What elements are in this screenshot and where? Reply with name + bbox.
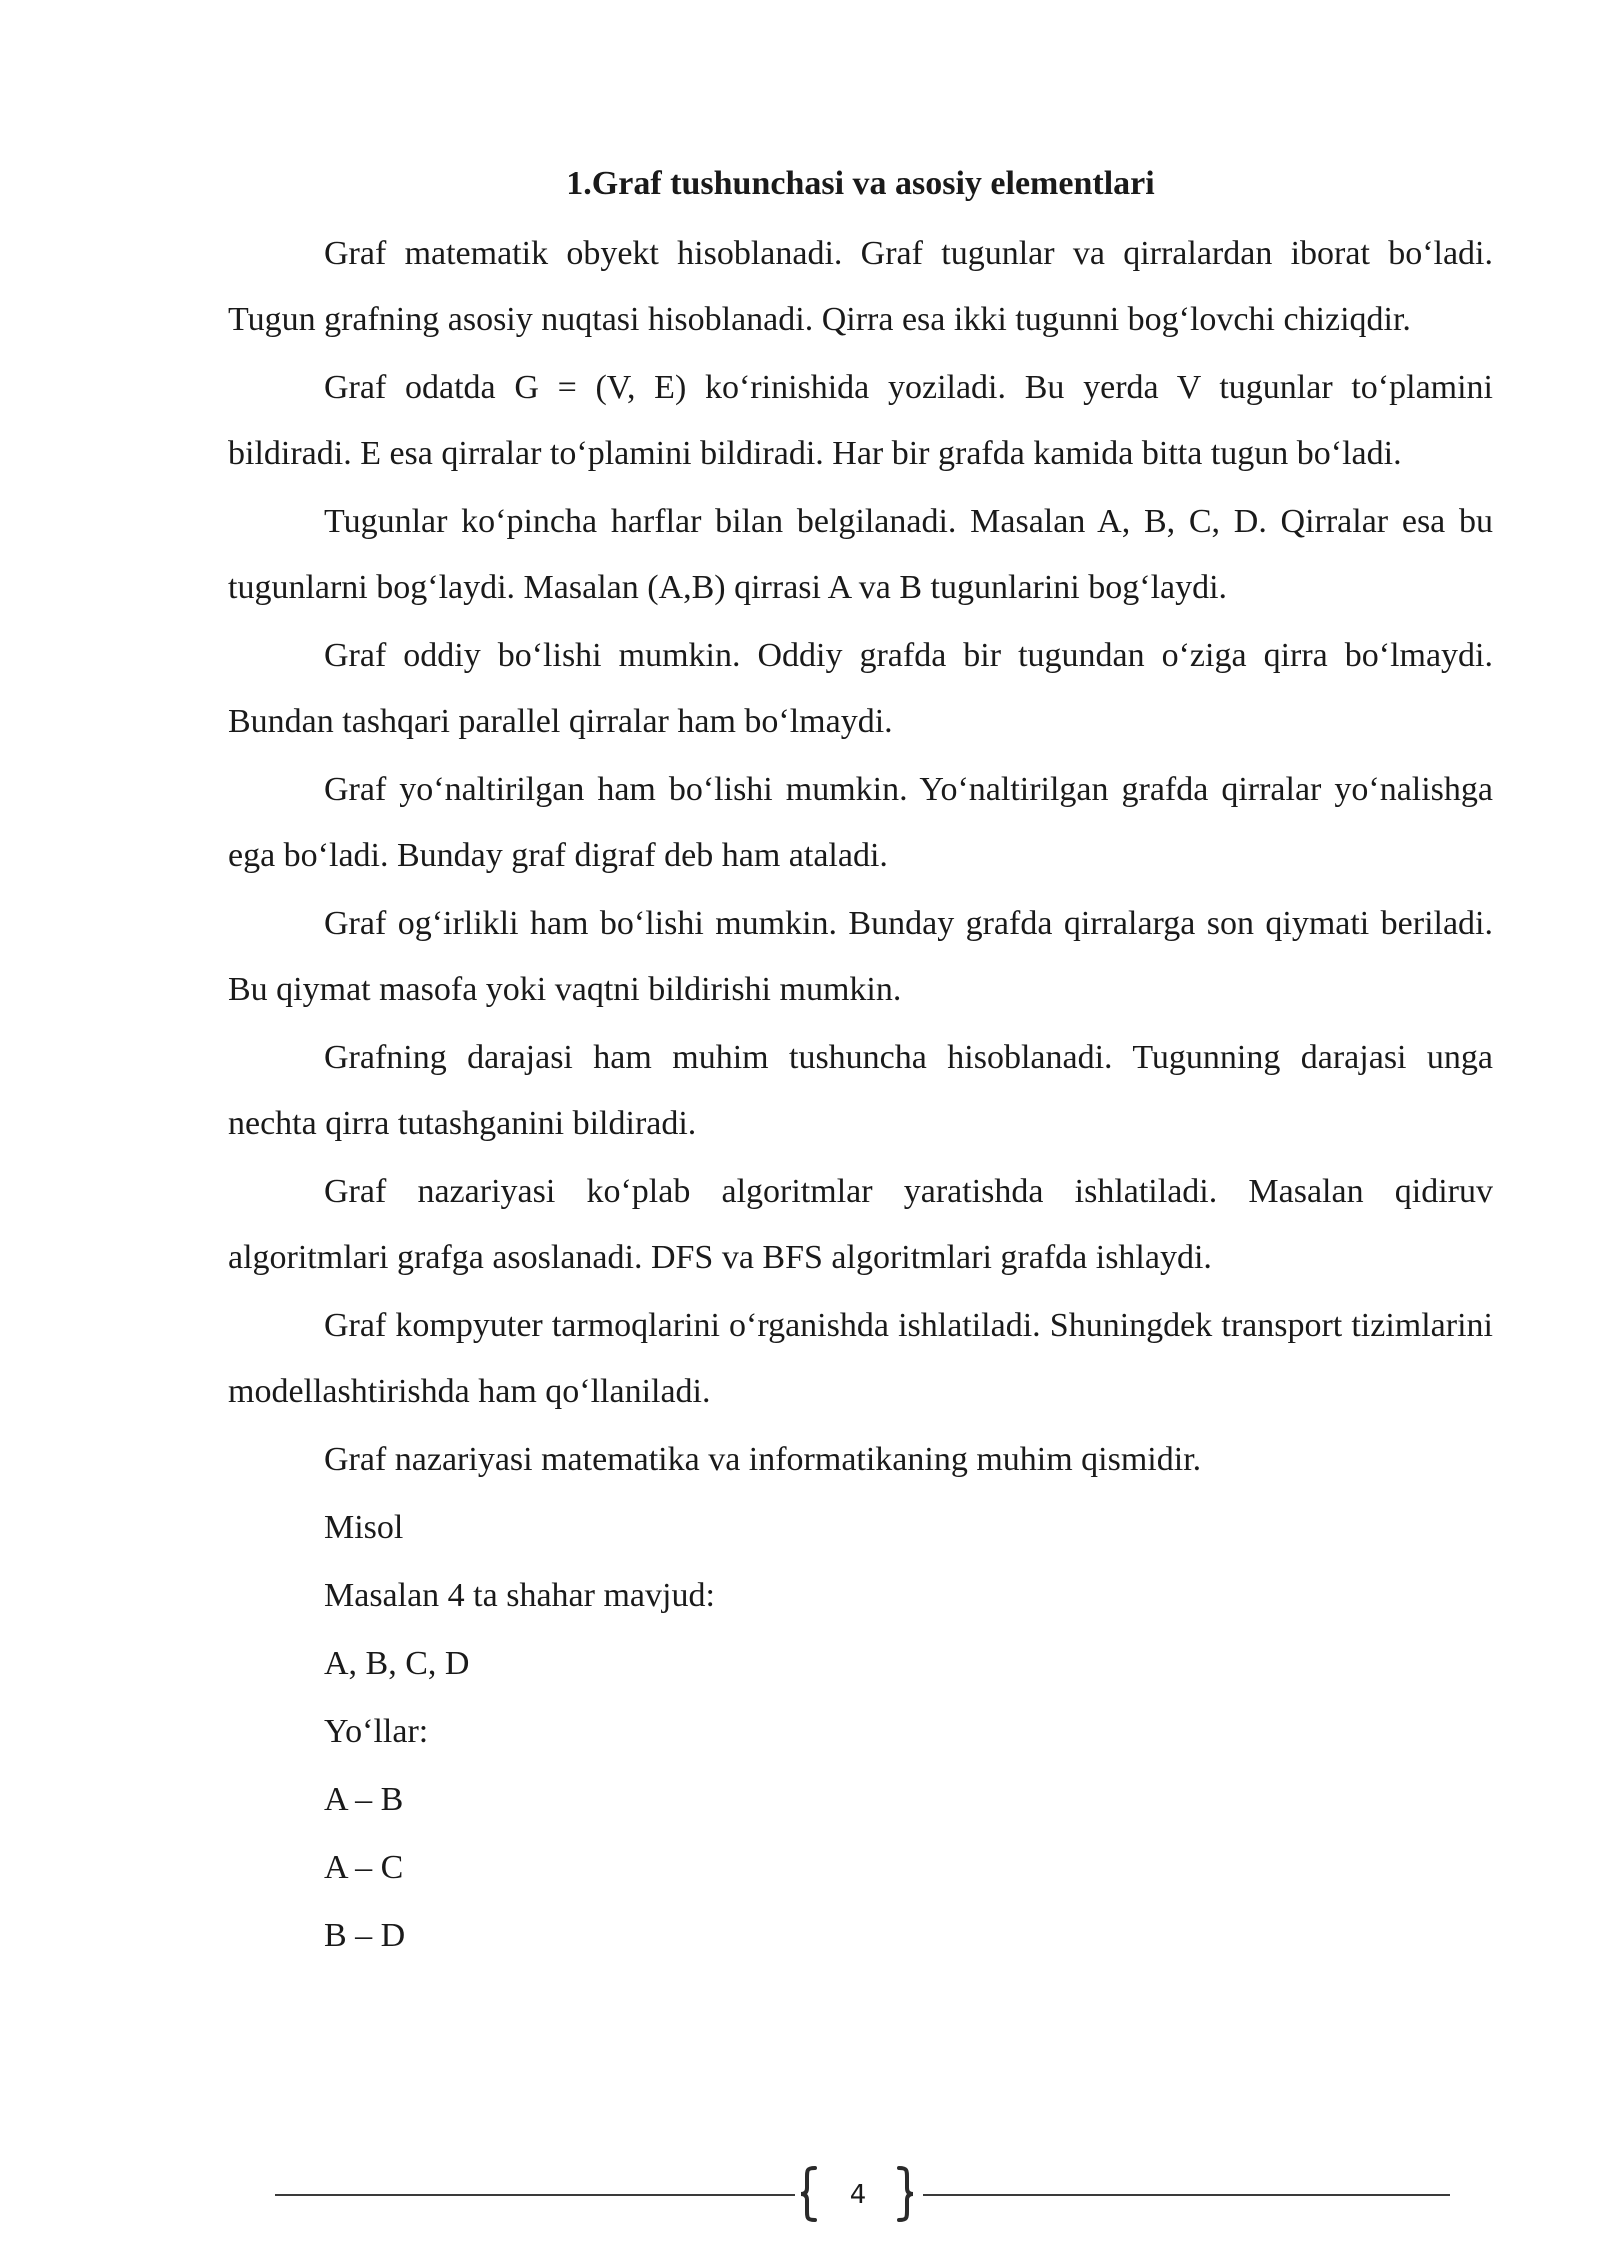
example-label: Misol: [324, 1509, 404, 1546]
right-brace-icon: [895, 2166, 917, 2222]
page-number: 4: [849, 2180, 867, 2210]
page-title: 1.Graf tushunchasi va asosiy elementlari: [566, 165, 1155, 202]
example-cities: A, B, C, D: [324, 1645, 470, 1682]
example-roads-label: Yo‘llar:: [324, 1713, 429, 1750]
paragraph-definition: Graf matematik obyekt hisoblanadi. Graf tugunlar va qirralardan iborat bo‘ladi. Tugun grafning asosiy nuqtasi hisoblanadi. Qirra esa ikki tugunni bog‘lovchi chiziqdir.: [228, 235, 1493, 338]
example-road-item: A – B: [324, 1781, 404, 1818]
paragraph-summary: Graf nazariyasi matematika va informatikaning muhim qismidir.: [324, 1441, 1202, 1478]
page-footer: [275, 2160, 1450, 2230]
document-body: [228, 221, 1493, 1971]
example-road-item: A – C: [324, 1849, 404, 1886]
paragraph-algorithms: Graf nazariyasi ko‘plab algoritmlar yaratishda ishlatiladi. Masalan qidiruv algoritmlari grafga asoslanadi. DFS va BFS algoritmlari grafda ishlaydi.: [228, 1173, 1493, 1276]
paragraph-weighted-graph: Graf og‘irlikli ham bo‘lishi mumkin. Bunday grafda qirralarga son qiymati beriladi. Bu qiymat masofa yoki vaqtni bildirishi mumkin.: [228, 905, 1493, 1008]
paragraph-degree: Grafning darajasi ham muhim tushuncha hisoblanadi. Tugunning darajasi unga nechta qirra tutashganini bildiradi.: [228, 1039, 1493, 1142]
paragraph-simple-graph: Graf oddiy bo‘lishi mumkin. Oddiy grafda bir tugundan o‘ziga qirra bo‘lmaydi. Bundan tashqari parallel qirralar ham bo‘lmaydi.: [228, 637, 1493, 740]
left-brace-icon: [797, 2166, 819, 2222]
paragraph-networks: Graf kompyuter tarmoqlarini o‘rganishda ishlatiladi. Shuningdek transport tizimlarini modellashtirishda ham qo‘llaniladi.: [228, 1307, 1493, 1410]
footer-rule-right: [923, 2194, 1450, 2196]
footer-rule-left: [275, 2194, 795, 2196]
example-road-item: B – D: [324, 1917, 406, 1954]
paragraph-vertices: Tugunlar ko‘pincha harflar bilan belgilanadi. Masalan A, B, C, D. Qirralar esa bu tugunlarni bog‘laydi. Masalan (A,B) qirrasi A va B tugunlarini bog‘laydi.: [228, 503, 1493, 606]
example-intro: Masalan 4 ta shahar mavjud:: [324, 1577, 715, 1614]
paragraph-notation: Graf odatda G = (V, E) ko‘rinishida yoziladi. Bu yerda V tugunlar to‘plamini bildiradi. E esa qirralar to‘plamini bildiradi. Har bir grafda kamida bitta tugun bo‘ladi.: [228, 369, 1493, 472]
paragraph-directed-graph: Graf yo‘naltirilgan ham bo‘lishi mumkin. Yo‘naltirilgan grafda qirralar yo‘nalishga ega bo‘ladi. Bunday graf digraf deb ham ataladi.: [228, 771, 1493, 874]
